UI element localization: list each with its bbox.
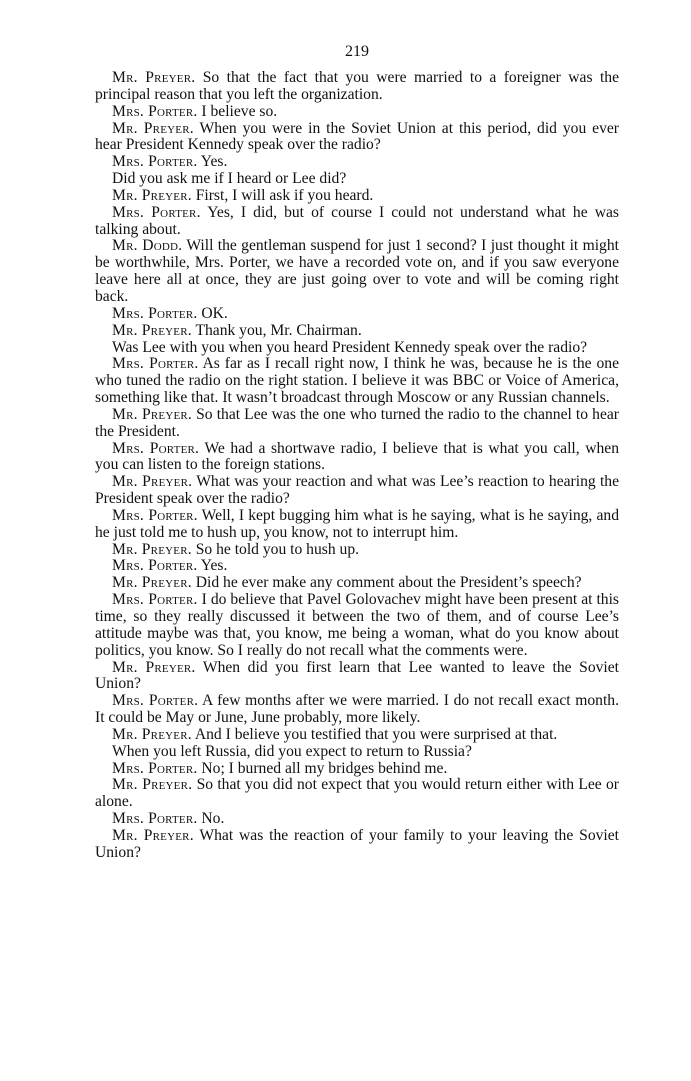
speaker-name: Mrs. Porter. — [112, 557, 198, 575]
paragraph-text: I believe so. — [197, 102, 278, 120]
speaker-name: Mrs. Porter. — [112, 810, 198, 828]
paragraph-text: Will the gentleman suspend for just 1 second? I just thought it might be worthwhile, Mrs. Porter, we have a recorded vote on, and if you saw everyone leave here all at once, they are just going over to vote and will be coming right back. — [95, 237, 619, 305]
transcript-paragraph — [95, 693, 619, 727]
transcript-paragraph — [95, 811, 619, 828]
transcript-paragraph — [95, 238, 619, 305]
paragraph-text: No; I burned all my bridges behind me. — [197, 759, 448, 777]
speaker-name: Mr. Preyer. — [112, 69, 196, 86]
speaker-name: Mr. Preyer. — [112, 321, 192, 339]
speaker-name: Mr. Preyer. — [112, 186, 192, 204]
speaker-name: Mr. Preyer. — [112, 776, 193, 794]
transcript-paragraph — [95, 508, 619, 542]
speaker-name: Mrs. Porter. — [112, 102, 198, 120]
transcript-paragraph — [95, 154, 619, 171]
speaker-name: Mr. Preyer. — [112, 405, 193, 423]
paragraph-text: No. — [197, 810, 225, 828]
transcript-paragraph — [95, 171, 619, 188]
paragraph-text: When did you first learn that Lee wanted to leave the Soviet Union? — [95, 658, 619, 693]
transcript-paragraph — [95, 474, 619, 508]
paragraph-text: Did you ask me if I heard or Lee did? — [112, 170, 347, 188]
speaker-name: Mr. Preyer. — [112, 658, 196, 676]
transcript-paragraph — [95, 340, 619, 357]
transcript-paragraph — [95, 121, 619, 155]
speaker-name: Mr. Preyer. — [112, 826, 194, 844]
transcript-paragraph — [95, 777, 619, 811]
speaker-name: Mrs. Porter. — [112, 506, 198, 524]
paragraph-text: First, I will ask if you heard. — [191, 186, 374, 204]
paragraph-text: Thank you, Mr. Chairman. — [191, 321, 362, 339]
transcript-paragraph — [95, 592, 619, 659]
paragraph-text: As far as I recall right now, I think he was, because he is the one who tuned the radio on the right station. I believe it was BBC or Voice of America, something like that. It wasn’t broadcast through Moscow or any Russian channels. — [95, 355, 620, 407]
paragraph-text: Well, I kept bugging him what is he saying, what is he saying, and he just told me to hush up, you know, not to interrupt him. — [95, 506, 620, 541]
paragraph-text: What was your reaction and what was Lee’s reaction to hearing the President speak over the radio? — [95, 473, 619, 508]
paragraph-text: What was the reaction of your family to your leaving the Soviet Union? — [95, 826, 619, 861]
speaker-name: Mr. Preyer. — [112, 119, 194, 137]
transcript-paragraph — [95, 828, 619, 862]
speaker-name: Mrs. Porter. — [112, 304, 198, 322]
paragraph-text: Yes. — [197, 557, 228, 575]
paragraph-text: When you left Russia, did you expect to return to Russia? — [112, 742, 472, 760]
speaker-name: Mr. Preyer. — [112, 725, 192, 743]
transcript-paragraph — [95, 356, 619, 407]
transcript-paragraph — [95, 744, 619, 761]
transcript-paragraph — [95, 761, 619, 778]
transcript-paragraph — [95, 727, 619, 744]
document-page — [95, 42, 619, 862]
page-number: 219 — [345, 43, 369, 60]
transcript-paragraph — [95, 188, 619, 205]
speaker-name: Mr. Dodd. — [112, 237, 183, 255]
transcript-body — [95, 70, 619, 862]
speaker-name: Mrs. Porter. — [112, 692, 199, 710]
transcript-paragraph — [95, 575, 619, 592]
paragraph-text: Did he ever make any comment about the President’s speech? — [191, 574, 582, 592]
transcript-paragraph — [95, 542, 619, 559]
transcript-paragraph — [95, 104, 619, 121]
transcript-paragraph — [95, 660, 619, 694]
paragraph-text: Yes, I did, but of course I could not understand what he was talking about. — [95, 203, 619, 238]
transcript-paragraph — [95, 323, 619, 340]
paragraph-text: So he told you to hush up. — [191, 540, 360, 558]
speaker-name: Mr. Preyer. — [112, 540, 192, 558]
transcript-paragraph — [95, 70, 619, 104]
paragraph-text: A few months after we were married. I do not recall exact month. It could be May or June, June probably, more likely. — [95, 692, 620, 727]
paragraph-text: Yes. — [197, 153, 228, 171]
speaker-name: Mr. Preyer. — [112, 574, 192, 592]
transcript-paragraph — [95, 306, 619, 323]
speaker-name: Mr. Preyer. — [112, 473, 193, 491]
speaker-name: Mrs. Porter. — [112, 759, 198, 777]
speaker-name: Mrs. Porter. — [112, 203, 201, 221]
paragraph-text: We had a shortwave radio, I believe that is what you call, when you can listen to the foreign stations. — [95, 439, 619, 474]
speaker-name: Mrs. Porter. — [112, 355, 199, 373]
paragraph-text: I do believe that Pavel Golovachev might have been present at this time, so they really discussed it between the two of them, and of course Lee’s attitude maybe was that, you know, me being a woman, what do you know about politics, you know. So I really do not recall what the comments were. — [95, 591, 619, 659]
transcript-paragraph — [95, 441, 619, 475]
speaker-name: Mrs. Porter. — [112, 153, 198, 171]
paragraph-text: Was Lee with you when you heard President Kennedy speak over the radio? — [112, 338, 588, 356]
speaker-name: Mrs. Porter. — [112, 439, 200, 457]
paragraph-text: And I believe you testified that you were surprised at that. — [191, 725, 558, 743]
paragraph-text: When you were in the Soviet Union at this period, did you ever hear President Kennedy speak over the radio? — [95, 119, 619, 154]
transcript-paragraph — [95, 558, 619, 575]
transcript-paragraph — [95, 407, 619, 441]
paragraph-text: So that Lee was the one who turned the radio to the channel to hear the President. — [95, 405, 619, 440]
transcript-paragraph — [95, 205, 619, 239]
speaker-name: Mrs. Porter. — [112, 591, 198, 609]
paragraph-text: OK. — [197, 304, 228, 322]
paragraph-text: So that the fact that you were married to a foreigner was the principal reason that you left the organization. — [95, 69, 619, 103]
paragraph-text: So that you did not expect that you would return either with Lee or alone. — [95, 776, 620, 811]
